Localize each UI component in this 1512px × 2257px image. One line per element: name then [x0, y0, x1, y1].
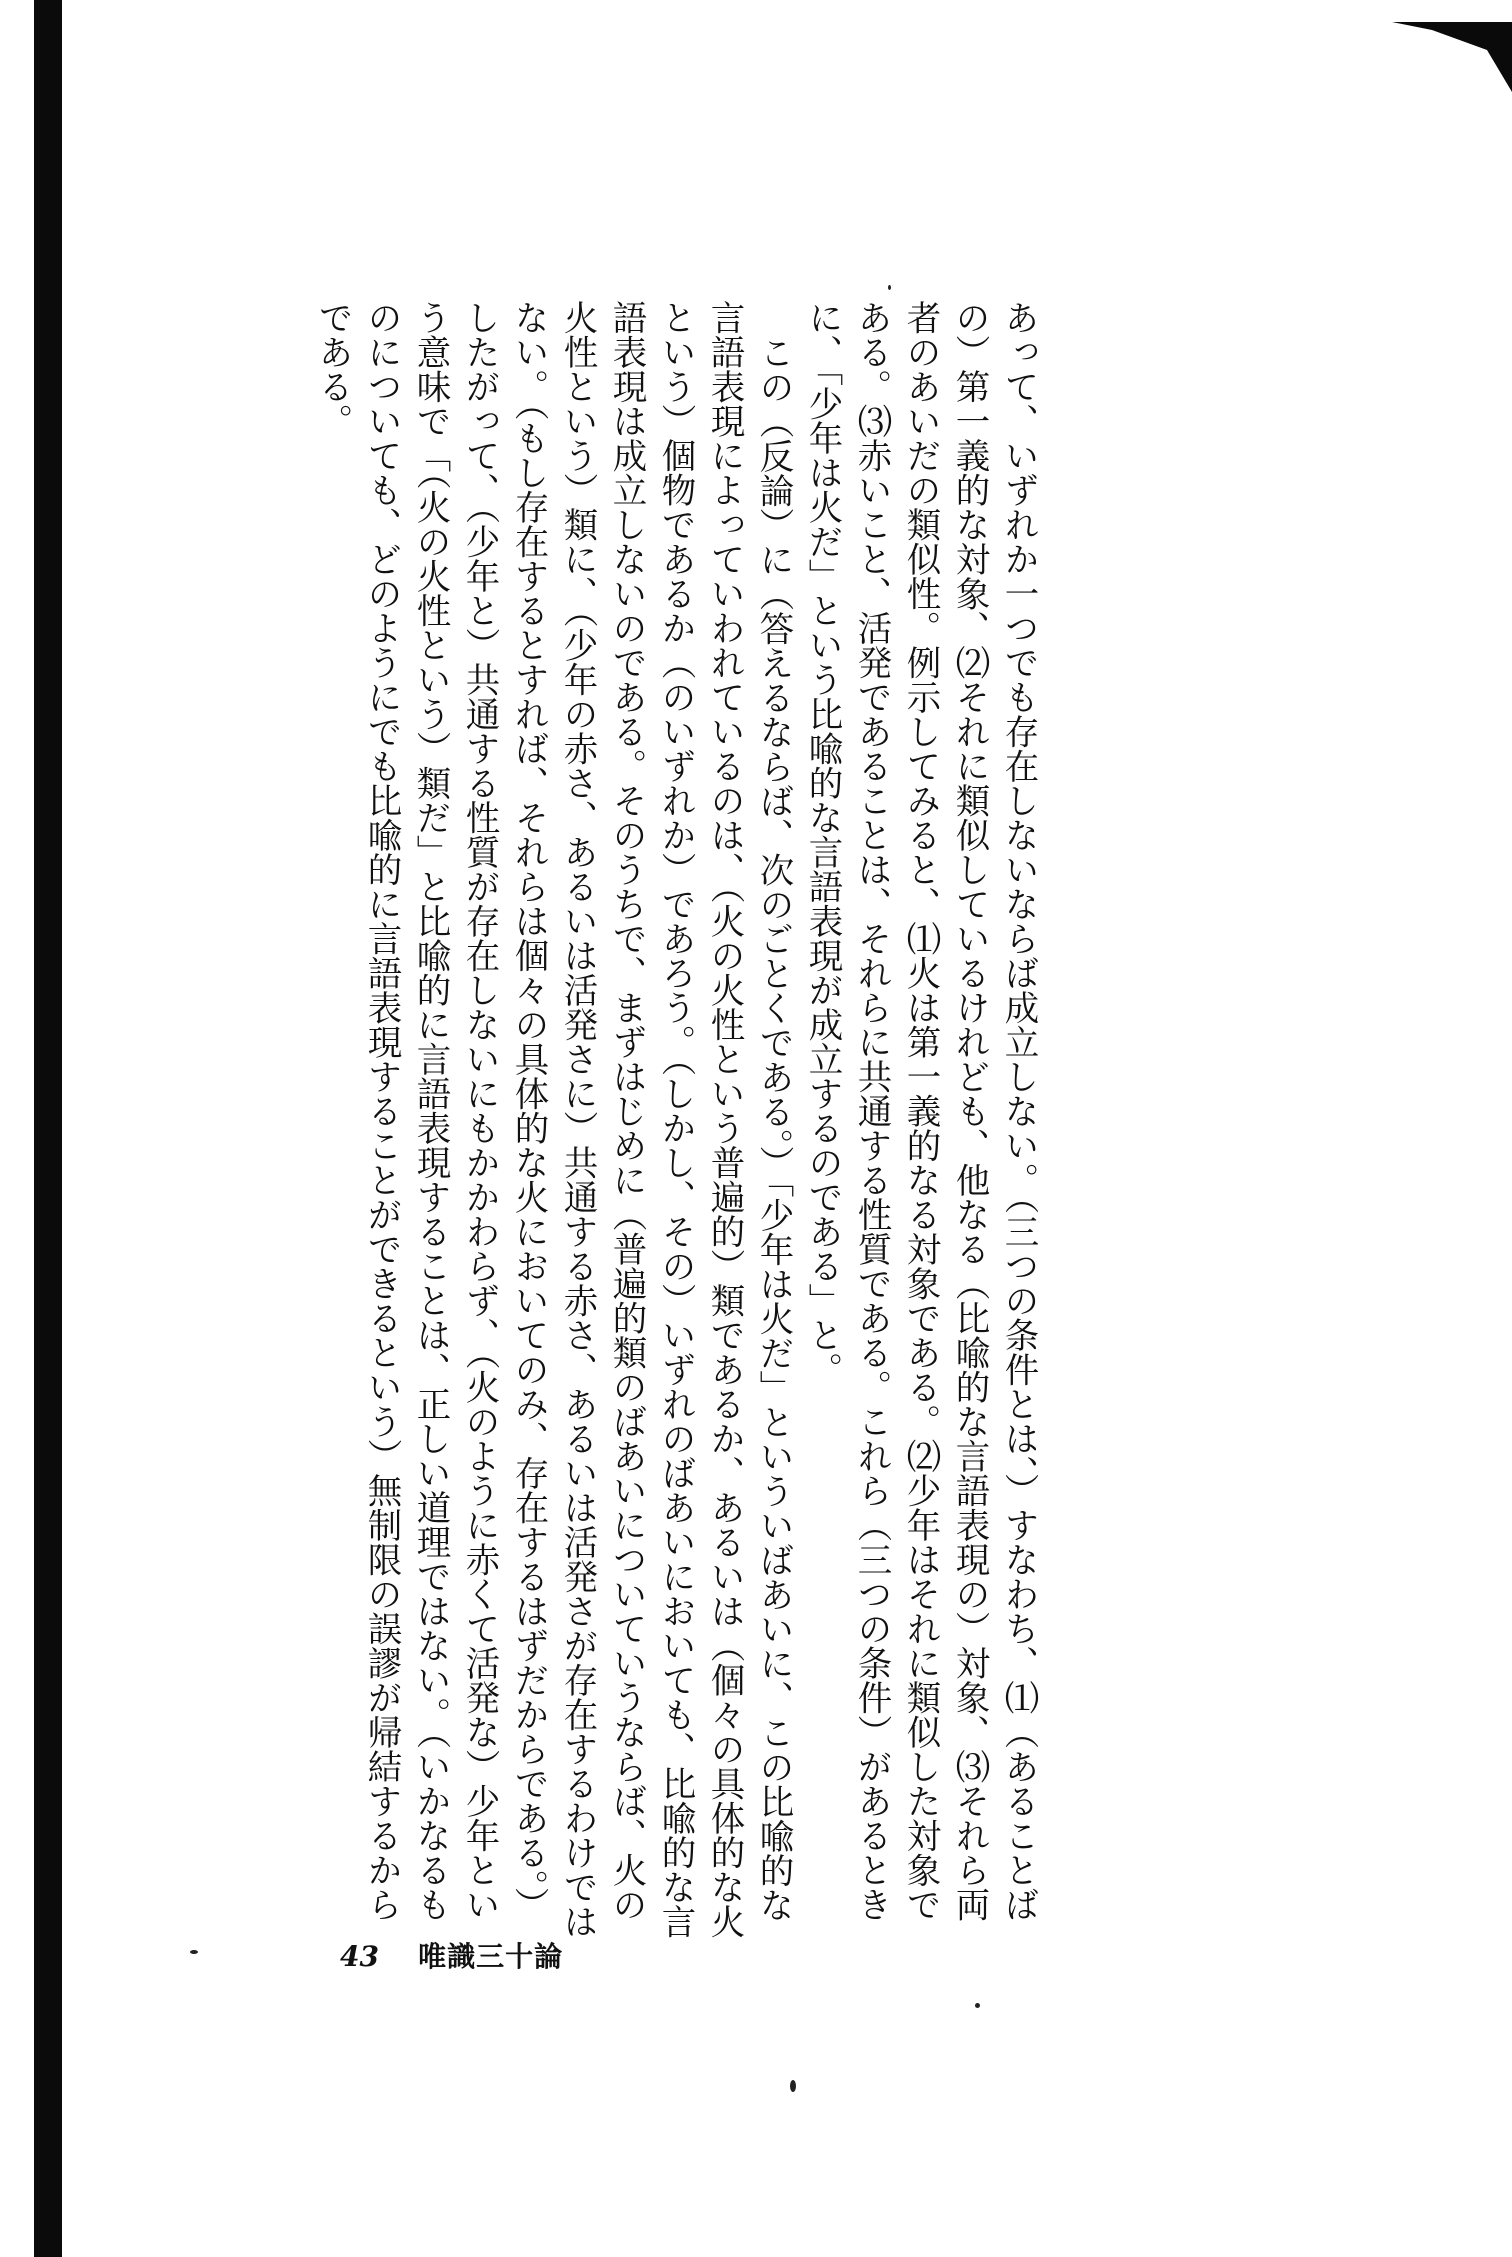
scan-speck — [790, 2080, 796, 2092]
paragraph-1: あって、いずれか一つでも存在しないならば成立しない。（三つの条件とは、）すなわち、⑴（あることばの）第一義的な対象、⑵それに類似しているけれども、他なる（比喩的な言語表現の）対象、⑶それら両者のあいだの類似性。例示してみると、⑴火は第一義的なる対象である。⑵少年はそれに類似した対象である。⑶赤いこと、活発であることは、それらに共通する性質である。これら（三つの条件）があるときに、「少年は火だ」という比喩的な言語表現が成立するのである」と。 — [802, 300, 1038, 1922]
scan-binding-shadow — [34, 0, 62, 2257]
scan-speck — [190, 1950, 198, 1954]
running-title: 唯識三十論 — [418, 1940, 564, 1973]
scan-corner-mark — [1392, 22, 1512, 92]
scan-speck — [975, 2003, 980, 2008]
page-footer — [340, 1935, 563, 1975]
scan-speck — [888, 285, 891, 290]
vertical-body-text — [282, 300, 1042, 1940]
page-number: 43 — [340, 1940, 379, 1973]
paragraph-2: この（反論）に（答えるならば、次のごとくである。）「少年は火だ」といういばあいに、この比喩的な言語表現によっていわれているのは、（火の火性という普遍的）類であるか、あるいは（個々の具体的な火という）個物であるか（のいずれか）であろう。（しかし、その）いずれのばあいにおいても、比喩的な言語表現は成立しないのである。そのうちで、まずはじめに（普遍的類のばあいについていうならば、火の火性という）類に、（少年の赤さ、あるいは活発さに）共通する赤さ、あるいは活発さが存在するわけではない。（もし存在するとすれば、それらは個々の具体的な火においてのみ、存在するはずだからである。）したがって、（少年と）共通する性質が存在しないにもかかわらず、（火のように赤くて活発な）少年という意味で「（火の火性という）類だ」と比喩的に言語表現することは、正しい道理ではない。（いかなるものについても、どのようにでも比喩的に言語表現することができるという）無制限の誤謬が帰結するからである。 — [312, 300, 793, 1939]
